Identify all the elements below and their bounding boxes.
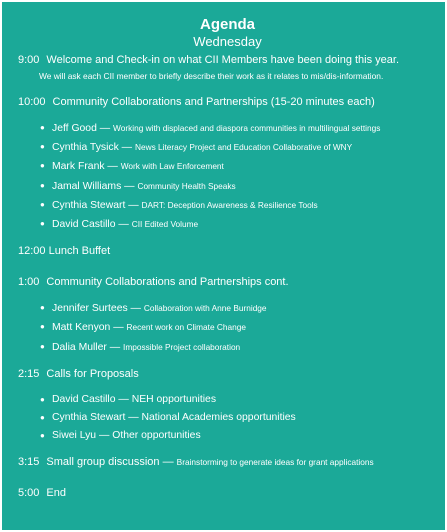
list-item (18, 138, 437, 157)
collab2-speaker-list (18, 299, 437, 357)
bullet-icon: ● (40, 431, 45, 441)
item-time: 3:15 (18, 456, 40, 469)
list-item (18, 157, 437, 176)
list-item (18, 338, 437, 357)
separator: — (125, 199, 142, 211)
speaker-name: Jennifer Surtees (52, 303, 128, 315)
agenda-day: Wednesday (193, 34, 262, 49)
list-item (18, 391, 437, 409)
agenda-item-welcome (18, 53, 437, 67)
agenda-item-collab1 (18, 95, 437, 109)
separator: — (115, 219, 132, 231)
list-item (18, 427, 437, 445)
list-item (18, 119, 437, 138)
bullet-icon: ● (40, 123, 45, 132)
bullet-icon: ● (40, 199, 45, 209)
speaker-topic: DART: Deception Awareness & Resilience Tools (141, 199, 318, 210)
item-time: 5:00 (18, 487, 40, 500)
bullet-icon: ● (40, 413, 45, 423)
speaker-name: David Castillo (52, 393, 116, 405)
separator: — (106, 341, 124, 353)
separator: — (96, 123, 114, 134)
speaker-topic: Recent work on Climate Change (126, 322, 246, 333)
agenda-item-proposals (18, 367, 437, 381)
item-time: 10:00 (18, 96, 46, 108)
agenda-item-lunch (18, 244, 437, 258)
separator: — (125, 412, 142, 424)
speaker-name: Cynthia Stewart (52, 412, 126, 424)
speaker-name: David Castillo (52, 219, 116, 231)
separator: — (110, 322, 127, 334)
speaker-name: Dalia Muller (52, 341, 107, 353)
bullet-icon: ● (40, 303, 45, 313)
discussion-desc: Brainstorming to generate ideas for grant applications (176, 457, 374, 468)
separator: — (104, 161, 121, 173)
speaker-topic: Working with displaced and diaspora communities in multilingual settings (113, 123, 381, 133)
separator: — (96, 430, 113, 442)
bullet-icon: ● (40, 161, 45, 171)
agenda-panel (2, 2, 445, 530)
item-time: 1:00 (18, 276, 40, 289)
speaker-name: Matt Kenyon (52, 322, 111, 334)
speaker-topic: Work with Law Enforcement (120, 161, 224, 172)
proposals-speaker-list (18, 391, 437, 446)
bullet-icon: ● (40, 394, 45, 404)
separator: — (159, 456, 177, 469)
list-item (18, 196, 437, 215)
list-item (18, 215, 437, 234)
bullet-icon: ● (40, 180, 45, 190)
speaker-topic: CII Edited Volume (131, 219, 199, 230)
speaker-name: Cynthia Stewart (52, 199, 126, 211)
list-item (18, 409, 437, 427)
item-text: Welcome and Check-in on what CII Members have been doing this year. (46, 54, 400, 66)
speaker-name: Jamal Williams (52, 180, 122, 192)
bullet-icon: ● (40, 142, 45, 152)
item-time: 2:15 (18, 367, 40, 380)
agenda-item-discussion (18, 455, 437, 469)
item-time: 9:00 (18, 54, 40, 66)
item-time: 12:00 (18, 245, 46, 258)
speaker-topic: Community Health Speaks (137, 180, 236, 191)
collab1-speaker-list (18, 119, 437, 234)
item-text: End (46, 487, 66, 500)
speaker-name: Siwei Lyu (52, 430, 97, 442)
separator: — (127, 303, 144, 315)
item-text: Community Collaborations and Partnerships cont. (46, 276, 289, 289)
speaker-topic: National Academies opportunities (141, 412, 296, 424)
welcome-note: We will ask each CII member to briefly describe their work as it relates to mis/dis-information. (39, 71, 384, 81)
bullet-icon: ● (40, 322, 45, 332)
item-text: Community Collaborations and Partnerships (15-20 minutes each) (52, 96, 375, 108)
speaker-topic: Collaboration with Anne Burnidge (143, 303, 267, 314)
speaker-name: Cynthia Tysick (52, 142, 119, 154)
speaker-topic: Impossible Project collaboration (123, 341, 241, 352)
speaker-topic: NEH opportunities (131, 393, 217, 405)
item-text: Small group discussion (46, 456, 160, 469)
speaker-name: Mark Frank (52, 161, 105, 173)
item-text: Calls for Proposals (46, 367, 139, 380)
separator: — (121, 180, 138, 192)
speaker-name: Jeff Good (52, 123, 97, 134)
list-item (18, 177, 437, 196)
bullet-icon: ● (40, 219, 45, 229)
list-item (18, 299, 437, 318)
item-text: Lunch Buffet (48, 245, 111, 258)
agenda-title: Agenda (199, 16, 255, 33)
agenda-item-end (18, 486, 437, 500)
speaker-topic: Other opportunities (112, 430, 201, 442)
bullet-icon: ● (40, 341, 45, 351)
speaker-topic: News Literacy Project and Education Collaborative of WNY (134, 142, 353, 153)
agenda-item-collab2 (18, 275, 437, 289)
separator: — (118, 142, 135, 154)
separator: — (115, 393, 132, 405)
list-item (18, 318, 437, 337)
